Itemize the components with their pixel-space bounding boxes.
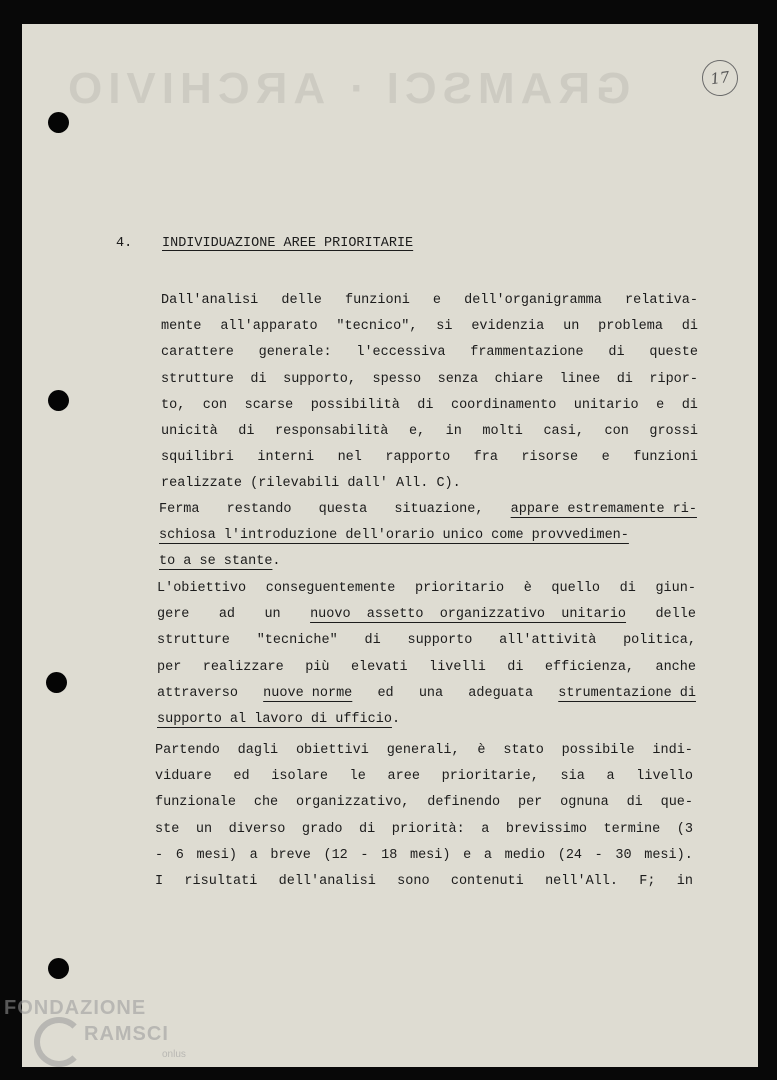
word: livelli xyxy=(429,659,486,675)
word: all'apparato xyxy=(220,319,318,335)
word: di xyxy=(681,319,698,335)
word: un xyxy=(195,821,213,837)
word: medio xyxy=(504,847,546,863)
word: di xyxy=(608,345,625,361)
word: di xyxy=(250,371,267,387)
word: adeguata xyxy=(468,685,534,701)
word: di xyxy=(626,795,643,811)
word: l'eccessiva xyxy=(356,345,446,361)
punch-hole xyxy=(48,112,69,133)
word: è xyxy=(523,581,532,596)
text-line xyxy=(161,471,698,497)
word: L'obiettivo xyxy=(157,581,247,596)
word: contenuti xyxy=(450,873,524,889)
text-line xyxy=(161,419,698,445)
word: interni xyxy=(257,450,315,466)
section-title: INDIVIDUAZIONE AREE PRIORITARIE xyxy=(162,236,414,251)
word: (24 xyxy=(557,847,583,863)
text-line xyxy=(159,549,697,575)
word: generali, xyxy=(386,743,460,758)
word: brevissimo xyxy=(505,821,587,837)
fondazione-gramsci-logo xyxy=(4,995,204,1075)
word: que- xyxy=(660,795,693,811)
text-line xyxy=(155,764,693,790)
word: 18 xyxy=(381,847,398,863)
word: per xyxy=(517,795,543,811)
logo-line-3: onlus xyxy=(162,1049,186,1060)
text-line xyxy=(161,314,698,340)
logo-line-2: RAMSCI xyxy=(84,1023,169,1045)
word: funzionale xyxy=(155,795,237,811)
word: funzioni xyxy=(344,293,410,308)
word: nell'All. xyxy=(545,873,618,889)
word: - xyxy=(360,847,369,863)
text-line xyxy=(155,817,693,843)
word: coordinamento xyxy=(450,397,557,413)
word: di xyxy=(364,633,381,649)
word: rapporto xyxy=(385,450,451,466)
word: di xyxy=(238,423,255,439)
word: delle xyxy=(655,607,696,623)
word: una xyxy=(418,685,444,701)
word: risultati xyxy=(184,873,258,889)
page-number: 17 xyxy=(700,58,741,99)
word: casi, xyxy=(543,423,584,439)
word: . xyxy=(391,711,401,727)
word: carattere xyxy=(161,345,234,361)
text-line xyxy=(161,445,698,471)
word: frammentazione xyxy=(470,345,584,361)
word: con xyxy=(604,423,629,439)
word: in xyxy=(676,873,693,889)
word: Partendo xyxy=(155,743,220,758)
text-line xyxy=(155,790,693,816)
word: possibile xyxy=(561,743,635,758)
punch-hole xyxy=(48,958,69,979)
word: viduare xyxy=(155,769,212,785)
text-line xyxy=(157,602,696,628)
word: un xyxy=(563,319,580,335)
word: per xyxy=(157,659,182,675)
word: risorse xyxy=(521,450,579,466)
text-line xyxy=(155,843,693,869)
word: mesi) xyxy=(196,847,237,863)
word: senza xyxy=(437,371,479,387)
word: attraverso xyxy=(157,685,239,701)
word: realizzare xyxy=(202,659,284,675)
word: restando xyxy=(226,502,292,517)
word: termine xyxy=(603,821,661,837)
word: . xyxy=(272,554,281,570)
punch-hole xyxy=(48,390,69,411)
word: evidenzia xyxy=(471,319,545,335)
underlined-text: to a se stante xyxy=(159,554,273,570)
word: si xyxy=(436,319,453,335)
text-line xyxy=(161,288,698,314)
word: 6 xyxy=(175,847,184,863)
word: relativa- xyxy=(625,293,698,308)
word: indi- xyxy=(652,743,693,758)
word: sia xyxy=(560,769,585,785)
word: delle xyxy=(281,293,322,308)
word: anche xyxy=(655,659,696,675)
word: grado xyxy=(301,821,343,837)
word: unitario xyxy=(573,397,639,413)
word: grossi xyxy=(649,423,698,439)
word: (3 xyxy=(676,821,693,837)
text-line xyxy=(157,707,696,733)
word: di xyxy=(417,397,434,413)
word: livello xyxy=(636,769,693,785)
word: linee xyxy=(559,371,601,387)
section-number: 4. xyxy=(116,236,133,251)
word: mesi) xyxy=(409,847,451,863)
word: di xyxy=(681,397,698,413)
underlined-text: nuove norme xyxy=(263,685,353,701)
underlined-text: appare estremamente ri- xyxy=(510,502,697,517)
word: giun- xyxy=(655,581,696,596)
word: un xyxy=(264,607,281,623)
word: priorità: xyxy=(391,821,465,837)
word: quello xyxy=(551,581,601,596)
word: di xyxy=(507,659,524,675)
word: nel xyxy=(337,450,362,466)
word: in xyxy=(445,423,462,439)
word: a xyxy=(481,821,490,837)
word: prioritario xyxy=(414,581,505,596)
text-line xyxy=(157,628,696,654)
paragraph xyxy=(161,288,698,498)
word: ad xyxy=(218,607,236,623)
word: e xyxy=(601,450,610,466)
underlined-text: supporto al lavoro di ufficio xyxy=(157,711,392,727)
text-line xyxy=(157,576,696,602)
word: ed xyxy=(233,769,250,785)
word: breve xyxy=(270,847,311,863)
word: questa xyxy=(318,502,368,517)
word: efficienza, xyxy=(544,659,635,675)
word: problema xyxy=(598,319,663,335)
word: chiare xyxy=(494,371,544,387)
text-line xyxy=(157,655,696,681)
word: 30 xyxy=(615,847,632,863)
word: supporto xyxy=(407,633,473,649)
word: Ferma xyxy=(159,502,200,517)
word: I xyxy=(155,873,164,889)
text-line xyxy=(159,523,697,549)
word: obiettivi xyxy=(295,743,369,758)
underlined-text: nuovo assetto organizzativo unitario xyxy=(310,607,627,623)
logo-line-1: FONDAZIONE xyxy=(4,997,147,1019)
word: e xyxy=(463,847,472,863)
word: più xyxy=(305,659,330,675)
word: isolare xyxy=(271,769,328,785)
word: responsabilità xyxy=(274,423,389,439)
word: realizzate (rilevabili dall' All. C). xyxy=(161,476,461,492)
paragraph xyxy=(159,497,697,576)
paragraph xyxy=(155,738,693,895)
word: sono xyxy=(397,873,430,889)
word: politica, xyxy=(623,633,696,649)
word: "tecniche" xyxy=(256,633,338,649)
word: dell'analisi xyxy=(278,873,376,889)
paragraph xyxy=(157,576,696,733)
bleed-through-text: GRAMSCI · ARCHIVIO xyxy=(62,64,631,113)
logo-g-mark xyxy=(34,1017,84,1067)
word: gere xyxy=(157,607,190,623)
word: conseguentemente xyxy=(265,581,396,596)
text-line xyxy=(157,681,696,707)
word: aree xyxy=(387,769,420,785)
word: generale: xyxy=(258,345,332,361)
word: molti xyxy=(482,423,523,439)
word: F; xyxy=(639,873,656,889)
word: unicità xyxy=(161,423,218,439)
word: funzioni xyxy=(633,450,698,466)
text-line xyxy=(159,497,697,523)
word: mesi). xyxy=(644,847,693,863)
word: con xyxy=(202,397,228,413)
word: all'attività xyxy=(499,633,597,649)
word: le xyxy=(349,769,366,785)
word: to, xyxy=(161,397,186,413)
word: e, xyxy=(408,423,426,439)
underlined-text: schiosa l'introduzione dell'orario unico come provvedimen- xyxy=(159,528,629,544)
word: è xyxy=(477,743,486,758)
word: di xyxy=(616,371,633,387)
word: dagli xyxy=(237,743,279,758)
word: e xyxy=(432,293,442,308)
word: squilibri xyxy=(161,450,234,466)
word: supporto, xyxy=(283,371,357,387)
word: - xyxy=(594,847,603,863)
word: a xyxy=(483,847,492,863)
word: ripor- xyxy=(649,371,698,387)
word: fra xyxy=(473,450,498,466)
word: stato xyxy=(503,743,544,758)
word: possibilità xyxy=(310,397,400,413)
word: situazione, xyxy=(394,502,484,517)
word: queste xyxy=(649,345,698,361)
word: strutture xyxy=(157,633,230,649)
underlined-text: strumentazione di xyxy=(558,685,696,701)
word: scarse xyxy=(244,397,294,413)
word: (12 xyxy=(323,847,348,863)
word: ste xyxy=(155,821,180,837)
section-heading xyxy=(116,236,413,251)
word: "tecnico", xyxy=(336,319,418,335)
text-line xyxy=(161,393,698,419)
word: di xyxy=(359,821,376,837)
word: mente xyxy=(161,319,202,335)
text-line xyxy=(155,738,693,764)
word: che xyxy=(253,795,279,811)
text-line xyxy=(161,340,698,366)
word: organizzativo, xyxy=(295,795,410,811)
word: definendo xyxy=(427,795,501,811)
word: - xyxy=(155,847,164,863)
word: e xyxy=(656,397,665,413)
word: dell'organigramma xyxy=(464,293,602,308)
word: prioritarie, xyxy=(441,769,539,785)
word: strutture xyxy=(161,371,234,387)
word: a xyxy=(249,847,258,863)
word: spesso xyxy=(372,371,422,387)
word: diverso xyxy=(228,821,286,837)
punch-hole xyxy=(46,672,67,693)
text-line xyxy=(161,367,698,393)
word: ed xyxy=(377,685,394,701)
word: ognuna xyxy=(560,795,609,811)
word: di xyxy=(619,581,636,596)
word: a xyxy=(606,769,615,785)
word: Dall'analisi xyxy=(161,293,259,308)
word: elevati xyxy=(350,659,408,675)
text-line xyxy=(155,869,693,895)
